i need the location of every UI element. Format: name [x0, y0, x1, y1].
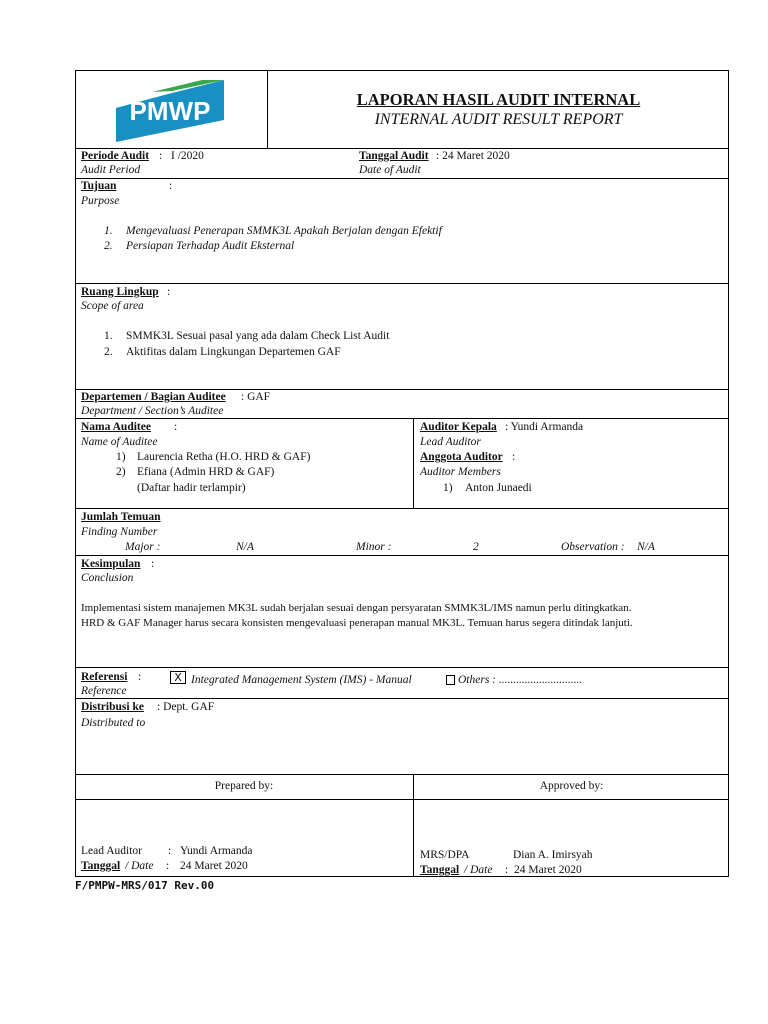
ims-checkbox-checked[interactable]: X — [170, 671, 186, 684]
lead-auditor-label: Auditor Kepala — [420, 421, 497, 433]
lead-auditor-label-english: Lead Auditor — [420, 436, 481, 448]
observation-value: N/A — [637, 541, 655, 553]
distribution-label-english: Distributed to — [81, 717, 146, 729]
period-colon: : — [159, 150, 163, 162]
purpose-item-number: 2. — [104, 240, 113, 252]
purpose-label-english: Purpose — [81, 195, 120, 207]
conclusion-label: Kesimpulan — [81, 558, 141, 570]
minor-value: 2 — [473, 541, 479, 553]
row-divider-purpose — [75, 283, 729, 284]
row-divider-auditee — [75, 508, 729, 509]
distribution-label: Distribusi ke — [81, 701, 144, 713]
preparer-role-separator: : — [168, 845, 172, 857]
purpose-label: Tujuan — [81, 180, 117, 192]
preparer-name: Yundi Armanda — [180, 845, 253, 857]
auditee-label-english: Name of Auditee — [81, 436, 158, 448]
conclusion-label-english: Conclusion — [81, 572, 134, 584]
period-label-english: Audit Period — [81, 164, 141, 176]
auditor-member-name: Anton Junaedi — [465, 482, 532, 494]
major-value: N/A — [236, 541, 254, 553]
findings-label-english: Finding Number — [81, 526, 158, 538]
approver-role: MRS/DPA — [420, 849, 470, 861]
scope-label: Ruang Lingkup — [81, 286, 159, 298]
scope-colon: : — [167, 286, 171, 298]
row-divider-period — [75, 178, 729, 179]
preparer-date-separator: : — [166, 860, 170, 872]
approver-name: Dian A. Imirsyah — [513, 849, 593, 861]
auditee-item-text: Efiana (Admin HRD & GAF) — [137, 466, 275, 478]
purpose-item-text: Persiapan Terhadap Audit Eksternal — [126, 240, 295, 252]
department-label-english: Department / Section’s Auditee — [81, 405, 224, 417]
scope-item-text: SMMK3L Sesuai pasal yang ada dalam Check List Audit — [126, 330, 390, 342]
auditee-item-text: Laurencia Retha (H.O. HRD & GAF) — [137, 451, 311, 463]
conclusion-text-line: HRD & GAF Manager harus secara konsisten mengevaluasi penerapan manual MK3L. Temuan harus segera ditindak lanjuti. — [81, 617, 633, 629]
purpose-colon: : — [169, 180, 173, 192]
form-code: F/PMPW-MRS/017 Rev.00 — [75, 879, 215, 892]
auditee-divider — [413, 418, 414, 509]
scope-item-text: Aktifitas dalam Lingkungan Departemen GAF — [126, 346, 341, 358]
date-value: : 24 Maret 2020 — [436, 150, 510, 162]
scope-label-english: Scope of area — [81, 300, 144, 312]
row-divider-reference — [75, 698, 729, 699]
conclusion-text-line: Implementasi sistem manajemen MK3L sudah berjalan sesuai dengan persyaratan SMMK3L/IMS namun perlu ditingkatkan. — [81, 602, 632, 614]
prepared-by-label: Prepared by: — [214, 780, 274, 792]
date-label-english: Date of Audit — [359, 164, 421, 176]
scope-item-number: 1. — [104, 330, 113, 342]
attendance-note: (Daftar hadir terlampir) — [137, 482, 246, 494]
approver-date: 24 Maret 2020 — [514, 864, 582, 876]
ims-manual-option: Integrated Management System (IMS) - Manual — [191, 674, 412, 686]
auditor-member-number: 1) — [443, 482, 453, 494]
minor-label: Minor : — [356, 541, 392, 553]
department-label: Departemen / Bagian Auditee — [81, 391, 226, 403]
period-value: I /2020 — [171, 150, 204, 162]
purpose-item-text: Mengevaluasi Penerapan SMMK3L Apakah Berjalan dengan Efektif — [126, 225, 442, 237]
auditee-item-number: 1) — [116, 451, 126, 463]
approver-date-label: Tanggal — [420, 864, 460, 876]
auditor-members-label-english: Auditor Members — [420, 466, 501, 478]
scope-item-number: 2. — [104, 346, 113, 358]
others-option: Others : ............................. — [458, 674, 583, 686]
reference-label: Referensi — [81, 671, 128, 683]
approver-date-label-english: / Date — [464, 864, 493, 876]
findings-label: Jumlah Temuan — [81, 511, 161, 523]
observation-label: Observation : — [561, 541, 625, 553]
auditor-members-colon: : — [512, 451, 516, 463]
row-divider-findings — [75, 555, 729, 556]
report-title: LAPORAN HASIL AUDIT INTERNAL — [356, 90, 641, 109]
preparer-date: 24 Maret 2020 — [180, 860, 248, 872]
report-title-english: INTERNAL AUDIT RESULT REPORT — [374, 111, 623, 128]
major-label: Major : — [125, 541, 161, 553]
lead-auditor-name: : Yundi Armanda — [505, 421, 584, 433]
preparer-date-label-english: / Date — [125, 860, 154, 872]
approved-by-label: Approved by: — [539, 780, 604, 792]
approver-date-separator: : — [505, 864, 509, 876]
reference-colon: : — [138, 671, 142, 683]
logo-text: PMWP — [129, 96, 211, 126]
auditee-item-number: 2) — [116, 466, 126, 478]
others-checkbox[interactable] — [446, 675, 455, 685]
department-value: : GAF — [241, 391, 271, 403]
purpose-item-number: 1. — [104, 225, 113, 237]
row-divider-distribution — [75, 774, 729, 775]
row-divider-conclusion — [75, 667, 729, 668]
date-label: Tanggal Audit — [359, 150, 429, 162]
distribution-value: : Dept. GAF — [157, 701, 215, 713]
auditee-label: Nama Auditee — [81, 421, 151, 433]
row-divider-department — [75, 418, 729, 419]
reference-label-english: Reference — [81, 685, 127, 697]
preparer-role: Lead Auditor — [81, 845, 142, 857]
row-divider-signature-header — [75, 799, 729, 800]
pmwp-logo — [112, 78, 228, 144]
auditee-colon: : — [174, 421, 178, 433]
period-label: Periode Audit — [81, 150, 150, 162]
preparer-date-label: Tanggal — [81, 860, 121, 872]
auditor-members-label: Anggota Auditor — [420, 451, 503, 463]
conclusion-colon: : — [151, 558, 155, 570]
